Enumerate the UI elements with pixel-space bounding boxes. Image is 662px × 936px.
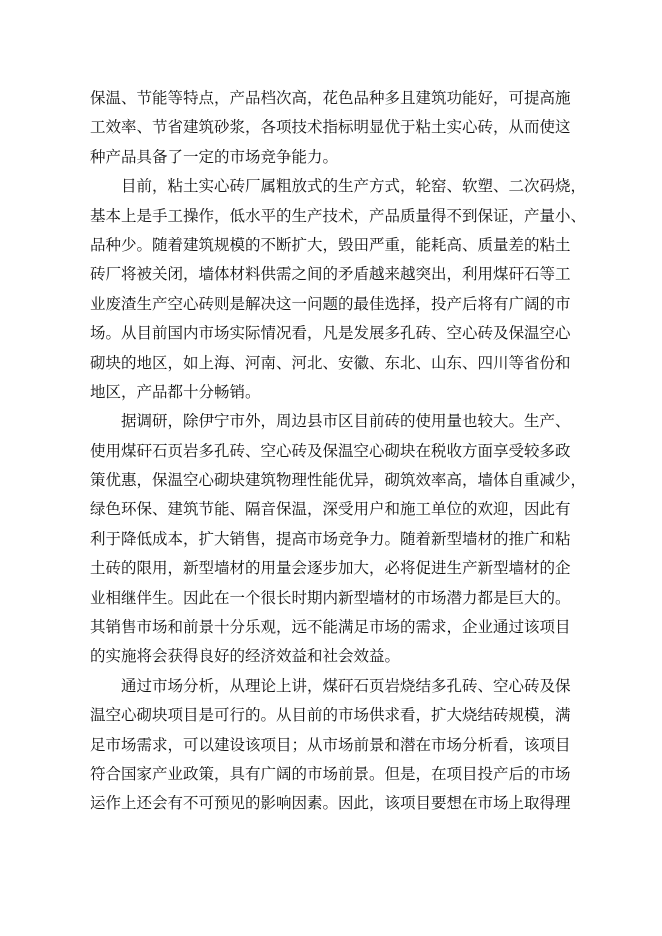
text-line: 砌块的地区，如上海、河南、河北、安徽、东北、山东、四川等省份和 xyxy=(90,353,571,372)
text-line: 砖厂将被关闭，墙体材料供需之间的矛盾越来越突出，利用煤矸石等工 xyxy=(90,265,571,284)
text-line: 温空心砌块项目是可行的。从目前的市场供求看，扩大烧结砖规模，满 xyxy=(90,706,571,725)
text-line: 业相继伴生。因此在一个很长时期内新型墙材的市场潜力都是巨大的。 xyxy=(90,588,571,607)
text-line: 种产品具备了一定的市场竞争能力。 xyxy=(90,147,339,166)
text-line: 业废渣生产空心砖则是解决这一问题的最佳选择，投产后将有广阔的市 xyxy=(90,294,571,313)
text-line: 场。从目前国内市场实际情况看，凡是发展多孔砖、空心砖及保温空心 xyxy=(90,324,571,343)
text-line: 品种少。随着建筑规模的不断扩大，毁田严重，能耗高、质量差的粘土 xyxy=(90,235,571,254)
text-line: 其销售市场和前景十分乐观，远不能满足市场的需求，企业通过该项目 xyxy=(90,618,571,637)
text-line: 运作上还会有不可预见的影响因素。因此，该项目要想在市场上取得理 xyxy=(90,794,571,813)
text-line: 符合国家产业政策，具有广阔的市场前景。但是，在项目投产后的市场 xyxy=(90,764,571,783)
text-line: 据调研，除伊宁市外，周边县市区目前砖的使用量也较大。生产、 xyxy=(121,412,571,431)
text-line: 足市场需求，可以建设该项目；从市场前景和潜在市场分析看，该项目 xyxy=(90,735,571,754)
text-line: 土砖的限用，新型墙材的用量会逐步加大，必将促进生产新型墙材的企 xyxy=(90,559,571,578)
body-text xyxy=(90,84,587,819)
text-line: 利于降低成本，扩大销售，提高市场竞争力。随着新型墙材的推广和粘 xyxy=(90,529,571,548)
text-line: 绿色环保、建筑节能、隔音保温，深受用户和施工单位的欢迎，因此有 xyxy=(90,500,571,519)
text-line: 使用煤矸石页岩多孔砖、空心砖及保温空心砌块在税收方面享受较多政 xyxy=(90,441,571,460)
text-line: 目前，粘土实心砖厂属粗放式的生产方式，轮窑、软塑、二次码烧， xyxy=(121,177,587,196)
text-line: 基本上是手工操作，低水平的生产技术，产品质量得不到保证，产量小、 xyxy=(90,206,587,225)
text-line: 保温、节能等特点，产品档次高，花色品种多且建筑功能好，可提高施 xyxy=(90,89,571,107)
text-line: 通过市场分析，从理论上讲，煤矸石页岩烧结多孔砖、空心砖及保 xyxy=(121,676,571,695)
text-line: 的实施将会获得良好的经济效益和社会效益。 xyxy=(90,647,401,666)
text-line: 地区，产品都十分畅销。 xyxy=(90,382,261,401)
text-line: 工效率、节省建筑砂浆，各项技术指标明显优于粘土实心砖，从而使这 xyxy=(90,118,571,137)
text-line: 策优惠，保温空心砌块建筑物理性能优异，砌筑效率高，墙体自重减少， xyxy=(90,471,587,490)
